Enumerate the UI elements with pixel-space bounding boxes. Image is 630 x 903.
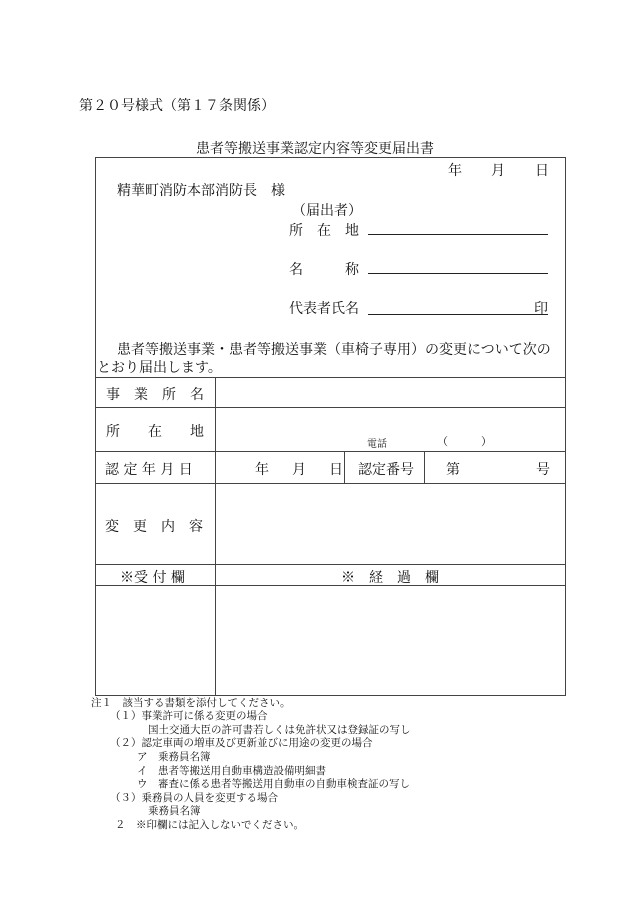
address-field[interactable]: [368, 234, 548, 235]
cert-number-suffix: 号: [536, 462, 550, 478]
applicant-heading: （届出者）: [292, 203, 362, 219]
cert-number-label: 認定番号: [358, 462, 414, 478]
date-year: 年: [448, 163, 462, 179]
date-month: 月: [491, 163, 505, 179]
note-line: （２）認定車両の増車及び更新並びに用途の変更の場合: [110, 737, 373, 749]
body-text-line1: 患者等搬送事業・患者等搬送事業（車椅子専用）の変更について次の: [117, 342, 551, 358]
rule: [95, 451, 566, 452]
date-day: 日: [535, 163, 549, 179]
change-content-field[interactable]: [216, 484, 565, 564]
office-name-field[interactable]: [216, 378, 565, 407]
address-label: 所 在 地: [289, 223, 359, 239]
cert-date-month: 月: [292, 462, 306, 478]
location-label: 所 在 地: [106, 424, 204, 440]
note-line: イ 患者等搬送用自動車構造設備明細書: [137, 765, 326, 777]
note-line: （１）事業許可に係る変更の場合: [110, 710, 268, 722]
rule: [95, 564, 566, 565]
form-number: 第２０号様式（第１７条関係）: [79, 98, 275, 114]
form-title: 患者等搬送事業認定内容等変更届出書: [196, 141, 434, 157]
note-line: ２ ※印欄には記入しないでください。: [115, 819, 304, 831]
phone-parens: （ ）: [437, 435, 492, 448]
note-line: （３）乗務員の人員を変更する場合: [110, 792, 278, 804]
representative-label: 代表者氏名: [289, 301, 359, 317]
change-content-label: 変 更 内 容: [105, 519, 203, 535]
rule: [344, 451, 345, 483]
body-text-line2: とおり届出します。: [97, 360, 222, 376]
reception-label: ※受 付 欄: [120, 570, 185, 586]
name-label: 名 称: [289, 262, 359, 278]
cert-date-year: 年: [255, 462, 269, 478]
phone-label: 電話: [367, 439, 387, 450]
cert-date-label: 認 定 年 月 日: [105, 462, 193, 478]
rule: [424, 451, 425, 483]
office-name-label: 事 業 所 名: [106, 387, 204, 403]
cert-date-day: 日: [329, 462, 343, 478]
addressee: 精華町消防本部消防長 様: [117, 183, 285, 199]
location-field[interactable]: [216, 408, 565, 451]
note-line: 乗務員名簿: [148, 805, 201, 817]
representative-field[interactable]: [368, 314, 548, 315]
note-line: ウ 審査に係る患者等搬送用自動車の自動車検査証の写し: [137, 778, 410, 790]
note-line: 注１ 該当する書類を添付してください。: [91, 697, 291, 709]
progress-label: ※ 経 過 欄: [341, 570, 439, 586]
seal-mark: 印: [534, 301, 548, 317]
cert-number-prefix: 第: [446, 462, 460, 478]
name-field[interactable]: [368, 273, 548, 274]
note-line: ア 乗務員名簿: [137, 751, 211, 763]
note-line: 国土交通大臣の許可書若しくは免許状又は登録証の写し: [148, 724, 411, 736]
